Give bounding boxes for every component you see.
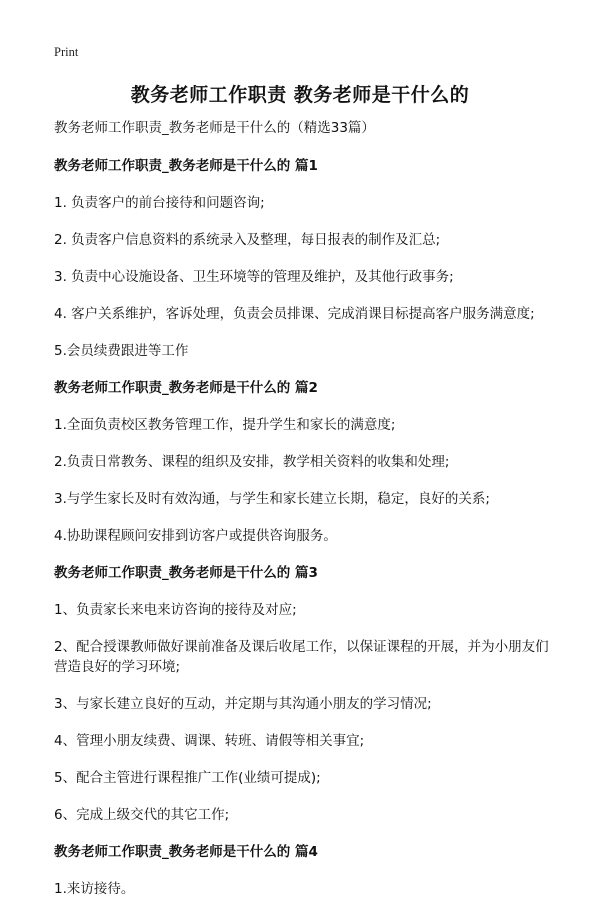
list-item: 1. 负责客户的前台接待和问题咨询; (54, 195, 265, 211)
section-heading: 教务老师工作职责_教务老师是干什么的 篇4 (54, 844, 318, 860)
intro-line: 教务老师工作职责_教务老师是干什么的（精选33篇） (54, 120, 375, 136)
section-heading: 教务老师工作职责_教务老师是干什么的 篇2 (54, 380, 318, 396)
section-3 (54, 563, 550, 825)
list-item: 6、完成上级交代的其它工作; (54, 807, 230, 823)
list-item: 4.协助课程顾问安排到访客户或提供咨询服务。 (54, 528, 337, 544)
section-heading: 教务老师工作职责_教务老师是干什么的 篇3 (54, 565, 318, 581)
list-item: 4、管理小朋友续费、调课、转班、请假等相关事宜; (54, 733, 365, 749)
document-body (54, 118, 550, 916)
list-item: 1.来访接待。 (54, 881, 135, 897)
list-item: 2. 负责客户信息资料的系统录入及整理，每日报表的制作及汇总; (54, 232, 441, 248)
section-4 (54, 842, 550, 899)
list-item: 5.会员续费跟进等工作 (54, 343, 189, 359)
list-item: 1.全面负责校区教务管理工作，提升学生和家长的满意度; (54, 417, 396, 433)
list-item: 4. 客户关系维护，客诉处理，负责会员排课、完成消课目标提高客户服务满意度; (54, 306, 535, 322)
section-2 (54, 378, 550, 546)
list-item: 5、配合主管进行课程推广工作(业绩可提成); (54, 770, 321, 786)
section-heading: 教务老师工作职责_教务老师是干什么的 篇1 (54, 158, 318, 174)
list-item: 3.与学生家长及时有效沟通，与学生和家长建立长期，稳定，良好的关系; (54, 491, 490, 507)
page-title: 教务老师工作职责 教务老师是干什么的 (130, 84, 470, 106)
print-label: Print (54, 45, 79, 59)
list-item: 3. 负责中心设施设备、卫生环境等的管理及维护，及其他行政事务; (54, 269, 454, 285)
section-1 (54, 156, 550, 361)
list-item: 1、负责家长来电来访咨询的接待及对应; (54, 602, 297, 618)
list-item: 3、与家长建立良好的互动，并定期与其沟通小朋友的学习情况; (54, 696, 432, 712)
list-item: 2、配合授课教师做好课前准备及课后收尾工作，以保证课程的开展，并为小朋友们营造良好的学习环境; (54, 639, 549, 675)
list-item: 2.负责日常教务、课程的组织及安排，教学相关资料的收集和处理; (54, 454, 450, 470)
